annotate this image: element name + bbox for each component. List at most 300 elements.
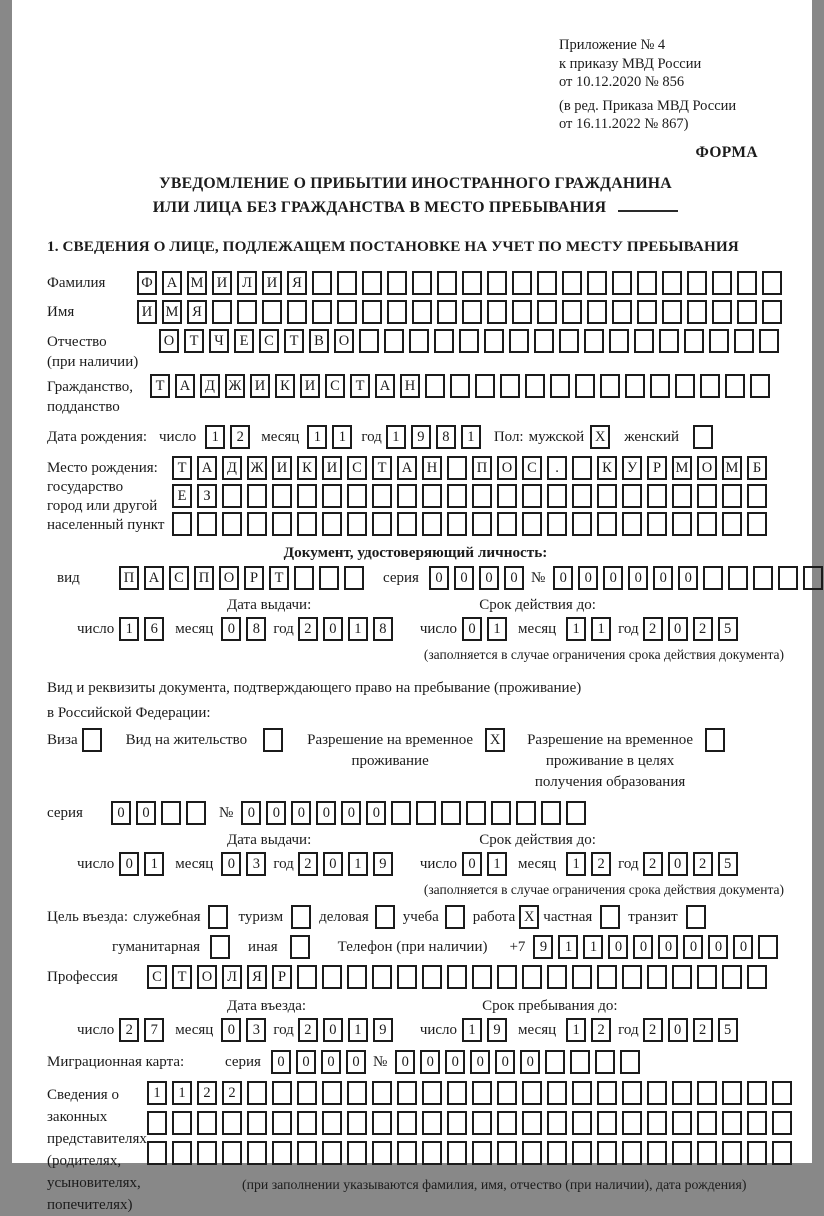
char-box[interactable]: 0 bbox=[578, 566, 598, 590]
residence-issue-month-boxes[interactable] bbox=[221, 852, 271, 876]
char-box[interactable]: Р bbox=[272, 965, 292, 989]
residence-issue-day-boxes[interactable] bbox=[119, 852, 169, 876]
char-box[interactable]: 0 bbox=[366, 801, 386, 825]
char-box[interactable]: И bbox=[300, 374, 320, 398]
char-box[interactable] bbox=[572, 1111, 592, 1135]
char-box[interactable]: 1 bbox=[205, 425, 225, 449]
residence-permit-checkbox[interactable] bbox=[263, 728, 283, 752]
char-box[interactable]: Т bbox=[269, 566, 289, 590]
char-box[interactable] bbox=[747, 512, 767, 536]
doc-valid-day-boxes[interactable] bbox=[462, 617, 512, 641]
char-box[interactable] bbox=[575, 374, 595, 398]
doc-issue-month-boxes[interactable] bbox=[221, 617, 271, 641]
char-box[interactable]: 0 bbox=[462, 617, 482, 641]
migration-series-boxes[interactable] bbox=[271, 1050, 371, 1074]
char-box[interactable] bbox=[622, 1141, 642, 1165]
char-box[interactable] bbox=[697, 1111, 717, 1135]
char-box[interactable] bbox=[637, 271, 657, 295]
char-box[interactable]: 0 bbox=[341, 801, 361, 825]
char-box[interactable] bbox=[547, 1111, 567, 1135]
char-box[interactable] bbox=[347, 484, 367, 508]
char-box[interactable] bbox=[703, 566, 723, 590]
char-box[interactable] bbox=[247, 512, 267, 536]
char-box[interactable] bbox=[222, 1141, 242, 1165]
char-box[interactable]: Ч bbox=[209, 329, 229, 353]
char-box[interactable] bbox=[422, 1111, 442, 1135]
stay-year-boxes[interactable] bbox=[643, 1018, 743, 1042]
char-box[interactable] bbox=[362, 271, 382, 295]
doc-valid-year-boxes[interactable] bbox=[643, 617, 743, 641]
char-box[interactable]: 1 bbox=[487, 617, 507, 641]
purpose-humanitarian-checkbox[interactable] bbox=[210, 935, 230, 959]
char-box[interactable]: 0 bbox=[479, 566, 499, 590]
char-box[interactable] bbox=[437, 271, 457, 295]
char-box[interactable] bbox=[747, 1111, 767, 1135]
char-box[interactable]: 1 bbox=[144, 852, 164, 876]
char-box[interactable] bbox=[620, 1050, 640, 1074]
char-box[interactable]: О bbox=[497, 456, 517, 480]
char-box[interactable]: 0 bbox=[111, 801, 131, 825]
char-box[interactable] bbox=[294, 566, 314, 590]
temp-residence-checkbox[interactable]: X bbox=[485, 728, 505, 752]
profession-boxes[interactable] bbox=[147, 965, 772, 989]
char-box[interactable]: Т bbox=[372, 456, 392, 480]
char-box[interactable] bbox=[722, 1111, 742, 1135]
char-box[interactable]: М bbox=[672, 456, 692, 480]
char-box[interactable] bbox=[497, 1081, 517, 1105]
char-box[interactable] bbox=[509, 329, 529, 353]
char-box[interactable] bbox=[322, 965, 342, 989]
char-box[interactable] bbox=[622, 1081, 642, 1105]
char-box[interactable] bbox=[672, 965, 692, 989]
char-box[interactable]: Л bbox=[237, 271, 257, 295]
char-box[interactable]: 8 bbox=[373, 617, 393, 641]
char-box[interactable] bbox=[272, 1111, 292, 1135]
char-box[interactable] bbox=[566, 801, 586, 825]
char-box[interactable]: 1 bbox=[307, 425, 327, 449]
char-box[interactable]: 7 bbox=[144, 1018, 164, 1042]
char-box[interactable]: 1 bbox=[566, 617, 586, 641]
char-box[interactable]: А bbox=[144, 566, 164, 590]
char-box[interactable] bbox=[497, 484, 517, 508]
char-box[interactable] bbox=[212, 300, 232, 324]
char-box[interactable]: 0 bbox=[271, 1050, 291, 1074]
char-box[interactable] bbox=[347, 965, 367, 989]
char-box[interactable] bbox=[441, 801, 461, 825]
char-box[interactable] bbox=[247, 484, 267, 508]
char-box[interactable] bbox=[562, 271, 582, 295]
given-name-boxes[interactable] bbox=[137, 300, 787, 324]
char-box[interactable]: А bbox=[162, 271, 182, 295]
char-box[interactable] bbox=[572, 484, 592, 508]
char-box[interactable]: О bbox=[197, 965, 217, 989]
birth-month-boxes[interactable] bbox=[307, 425, 357, 449]
char-box[interactable] bbox=[597, 1081, 617, 1105]
char-box[interactable]: 0 bbox=[119, 852, 139, 876]
char-box[interactable] bbox=[572, 965, 592, 989]
char-box[interactable]: 0 bbox=[668, 852, 688, 876]
char-box[interactable]: И bbox=[250, 374, 270, 398]
char-box[interactable] bbox=[597, 512, 617, 536]
purpose-other-checkbox[interactable] bbox=[290, 935, 310, 959]
char-box[interactable] bbox=[372, 1111, 392, 1135]
char-box[interactable] bbox=[450, 374, 470, 398]
representatives-row3-boxes[interactable] bbox=[147, 1141, 797, 1165]
char-box[interactable] bbox=[319, 566, 339, 590]
char-box[interactable]: О bbox=[159, 329, 179, 353]
char-box[interactable] bbox=[197, 1111, 217, 1135]
char-box[interactable] bbox=[709, 329, 729, 353]
char-box[interactable]: 0 bbox=[668, 1018, 688, 1042]
char-box[interactable]: О bbox=[219, 566, 239, 590]
char-box[interactable]: Т bbox=[172, 456, 192, 480]
char-box[interactable] bbox=[634, 329, 654, 353]
char-box[interactable] bbox=[462, 271, 482, 295]
char-box[interactable] bbox=[416, 801, 436, 825]
char-box[interactable] bbox=[347, 512, 367, 536]
char-box[interactable] bbox=[559, 329, 579, 353]
char-box[interactable] bbox=[778, 566, 798, 590]
char-box[interactable] bbox=[722, 1081, 742, 1105]
char-box[interactable]: 0 bbox=[221, 852, 241, 876]
char-box[interactable] bbox=[272, 1141, 292, 1165]
char-box[interactable]: 0 bbox=[495, 1050, 515, 1074]
surname-boxes[interactable] bbox=[137, 271, 787, 295]
char-box[interactable] bbox=[172, 1111, 192, 1135]
char-box[interactable]: Д bbox=[222, 456, 242, 480]
char-box[interactable] bbox=[647, 512, 667, 536]
char-box[interactable] bbox=[687, 300, 707, 324]
residence-valid-year-boxes[interactable] bbox=[643, 852, 743, 876]
char-box[interactable]: 0 bbox=[733, 935, 753, 959]
char-box[interactable] bbox=[147, 1111, 167, 1135]
char-box[interactable]: Д bbox=[200, 374, 220, 398]
char-box[interactable]: И bbox=[137, 300, 157, 324]
char-box[interactable] bbox=[322, 1141, 342, 1165]
char-box[interactable]: А bbox=[375, 374, 395, 398]
char-box[interactable] bbox=[362, 300, 382, 324]
char-box[interactable] bbox=[272, 1081, 292, 1105]
char-box[interactable]: И bbox=[272, 456, 292, 480]
purpose-business-checkbox[interactable] bbox=[375, 905, 395, 929]
char-box[interactable] bbox=[161, 801, 181, 825]
char-box[interactable] bbox=[722, 965, 742, 989]
char-box[interactable]: 1 bbox=[332, 425, 352, 449]
char-box[interactable] bbox=[422, 965, 442, 989]
char-box[interactable]: 8 bbox=[246, 617, 266, 641]
char-box[interactable]: Я bbox=[187, 300, 207, 324]
char-box[interactable] bbox=[675, 374, 695, 398]
char-box[interactable] bbox=[247, 1111, 267, 1135]
char-box[interactable] bbox=[475, 374, 495, 398]
visa-checkbox[interactable] bbox=[82, 728, 102, 752]
char-box[interactable]: 0 bbox=[658, 935, 678, 959]
char-box[interactable]: 5 bbox=[718, 852, 738, 876]
char-box[interactable] bbox=[497, 1111, 517, 1135]
char-box[interactable]: С bbox=[147, 965, 167, 989]
char-box[interactable] bbox=[516, 801, 536, 825]
char-box[interactable] bbox=[522, 1141, 542, 1165]
char-box[interactable]: 0 bbox=[608, 935, 628, 959]
char-box[interactable] bbox=[409, 329, 429, 353]
char-box[interactable] bbox=[747, 1081, 767, 1105]
char-box[interactable]: Т bbox=[184, 329, 204, 353]
char-box[interactable]: 0 bbox=[323, 617, 343, 641]
char-box[interactable]: 5 bbox=[718, 617, 738, 641]
char-box[interactable] bbox=[595, 1050, 615, 1074]
char-box[interactable] bbox=[422, 512, 442, 536]
char-box[interactable] bbox=[487, 300, 507, 324]
char-box[interactable]: И bbox=[212, 271, 232, 295]
char-box[interactable] bbox=[437, 300, 457, 324]
char-box[interactable]: П bbox=[194, 566, 214, 590]
char-box[interactable]: 9 bbox=[373, 1018, 393, 1042]
char-box[interactable] bbox=[472, 512, 492, 536]
char-box[interactable] bbox=[728, 566, 748, 590]
char-box[interactable]: О bbox=[334, 329, 354, 353]
char-box[interactable] bbox=[700, 374, 720, 398]
char-box[interactable]: 1 bbox=[583, 935, 603, 959]
char-box[interactable]: 0 bbox=[291, 801, 311, 825]
char-box[interactable]: В bbox=[309, 329, 329, 353]
char-box[interactable]: 9 bbox=[411, 425, 431, 449]
char-box[interactable]: 0 bbox=[221, 617, 241, 641]
char-box[interactable] bbox=[425, 374, 445, 398]
char-box[interactable]: А bbox=[197, 456, 217, 480]
char-box[interactable]: 0 bbox=[603, 566, 623, 590]
entry-day-boxes[interactable] bbox=[119, 1018, 169, 1042]
char-box[interactable]: 0 bbox=[553, 566, 573, 590]
char-box[interactable] bbox=[712, 271, 732, 295]
sex-female-checkbox[interactable] bbox=[693, 425, 713, 449]
char-box[interactable] bbox=[387, 271, 407, 295]
char-box[interactable]: 0 bbox=[241, 801, 261, 825]
char-box[interactable]: Б bbox=[747, 456, 767, 480]
char-box[interactable]: 0 bbox=[221, 1018, 241, 1042]
char-box[interactable] bbox=[322, 512, 342, 536]
char-box[interactable] bbox=[622, 484, 642, 508]
char-box[interactable] bbox=[412, 300, 432, 324]
char-box[interactable] bbox=[512, 300, 532, 324]
char-box[interactable]: 0 bbox=[628, 566, 648, 590]
char-box[interactable]: 0 bbox=[316, 801, 336, 825]
char-box[interactable]: 1 bbox=[461, 425, 481, 449]
char-box[interactable]: С bbox=[347, 456, 367, 480]
char-box[interactable] bbox=[684, 329, 704, 353]
char-box[interactable]: 0 bbox=[266, 801, 286, 825]
char-box[interactable] bbox=[734, 329, 754, 353]
char-box[interactable]: 2 bbox=[643, 1018, 663, 1042]
char-box[interactable] bbox=[472, 1081, 492, 1105]
char-box[interactable] bbox=[412, 271, 432, 295]
char-box[interactable]: 0 bbox=[504, 566, 524, 590]
purpose-transit-checkbox[interactable] bbox=[686, 905, 706, 929]
residence-number-boxes[interactable] bbox=[241, 801, 591, 825]
char-box[interactable] bbox=[147, 1141, 167, 1165]
char-box[interactable]: 0 bbox=[668, 617, 688, 641]
purpose-tourism-checkbox[interactable] bbox=[291, 905, 311, 929]
char-box[interactable] bbox=[186, 801, 206, 825]
char-box[interactable] bbox=[672, 484, 692, 508]
char-box[interactable] bbox=[747, 484, 767, 508]
char-box[interactable] bbox=[247, 1081, 267, 1105]
char-box[interactable] bbox=[391, 801, 411, 825]
char-box[interactable]: К bbox=[275, 374, 295, 398]
char-box[interactable] bbox=[472, 965, 492, 989]
char-box[interactable]: 1 bbox=[348, 1018, 368, 1042]
char-box[interactable] bbox=[287, 300, 307, 324]
char-box[interactable]: 0 bbox=[429, 566, 449, 590]
char-box[interactable] bbox=[600, 374, 620, 398]
char-box[interactable] bbox=[434, 329, 454, 353]
char-box[interactable] bbox=[672, 1111, 692, 1135]
temp-residence-edu-checkbox[interactable] bbox=[705, 728, 725, 752]
char-box[interactable]: 2 bbox=[643, 617, 663, 641]
char-box[interactable]: 5 bbox=[718, 1018, 738, 1042]
char-box[interactable] bbox=[344, 566, 364, 590]
char-box[interactable] bbox=[172, 512, 192, 536]
char-box[interactable] bbox=[522, 1111, 542, 1135]
char-box[interactable]: 1 bbox=[147, 1081, 167, 1105]
char-box[interactable] bbox=[272, 484, 292, 508]
char-box[interactable]: 0 bbox=[296, 1050, 316, 1074]
char-box[interactable]: 0 bbox=[454, 566, 474, 590]
char-box[interactable] bbox=[725, 374, 745, 398]
char-box[interactable] bbox=[712, 300, 732, 324]
char-box[interactable] bbox=[672, 512, 692, 536]
char-box[interactable]: У bbox=[622, 456, 642, 480]
char-box[interactable] bbox=[372, 512, 392, 536]
char-box[interactable]: 2 bbox=[591, 1018, 611, 1042]
char-box[interactable]: Е bbox=[234, 329, 254, 353]
char-box[interactable] bbox=[737, 271, 757, 295]
char-box[interactable]: М bbox=[722, 456, 742, 480]
char-box[interactable] bbox=[597, 484, 617, 508]
doc-issue-day-boxes[interactable] bbox=[119, 617, 169, 641]
char-box[interactable] bbox=[637, 300, 657, 324]
char-box[interactable] bbox=[262, 300, 282, 324]
entry-year-boxes[interactable] bbox=[298, 1018, 398, 1042]
char-box[interactable]: 9 bbox=[373, 852, 393, 876]
birth-year-boxes[interactable] bbox=[386, 425, 486, 449]
char-box[interactable]: 0 bbox=[136, 801, 156, 825]
char-box[interactable] bbox=[545, 1050, 565, 1074]
char-box[interactable] bbox=[753, 566, 773, 590]
char-box[interactable] bbox=[522, 512, 542, 536]
char-box[interactable] bbox=[462, 300, 482, 324]
char-box[interactable] bbox=[397, 484, 417, 508]
char-box[interactable]: 1 bbox=[348, 852, 368, 876]
char-box[interactable] bbox=[622, 965, 642, 989]
migration-number-boxes[interactable] bbox=[395, 1050, 645, 1074]
char-box[interactable]: С bbox=[522, 456, 542, 480]
char-box[interactable] bbox=[397, 1111, 417, 1135]
char-box[interactable] bbox=[297, 1081, 317, 1105]
representatives-row2-boxes[interactable] bbox=[147, 1111, 797, 1135]
char-box[interactable] bbox=[359, 329, 379, 353]
char-box[interactable] bbox=[459, 329, 479, 353]
char-box[interactable]: 1 bbox=[462, 1018, 482, 1042]
char-box[interactable]: И bbox=[262, 271, 282, 295]
char-box[interactable]: 2 bbox=[230, 425, 250, 449]
char-box[interactable] bbox=[297, 965, 317, 989]
char-box[interactable] bbox=[297, 484, 317, 508]
char-box[interactable]: 9 bbox=[533, 935, 553, 959]
char-box[interactable]: 2 bbox=[222, 1081, 242, 1105]
char-box[interactable]: П bbox=[472, 456, 492, 480]
char-box[interactable] bbox=[572, 456, 592, 480]
char-box[interactable] bbox=[750, 374, 770, 398]
char-box[interactable] bbox=[537, 300, 557, 324]
char-box[interactable]: Я bbox=[247, 965, 267, 989]
char-box[interactable] bbox=[662, 271, 682, 295]
char-box[interactable]: 2 bbox=[197, 1081, 217, 1105]
char-box[interactable]: К bbox=[597, 456, 617, 480]
char-box[interactable] bbox=[662, 300, 682, 324]
char-box[interactable] bbox=[572, 1141, 592, 1165]
char-box[interactable] bbox=[447, 1141, 467, 1165]
char-box[interactable] bbox=[337, 271, 357, 295]
char-box[interactable] bbox=[497, 1141, 517, 1165]
char-box[interactable]: И bbox=[322, 456, 342, 480]
char-box[interactable] bbox=[522, 965, 542, 989]
char-box[interactable] bbox=[803, 566, 823, 590]
char-box[interactable] bbox=[547, 965, 567, 989]
char-box[interactable]: 2 bbox=[119, 1018, 139, 1042]
char-box[interactable]: 0 bbox=[420, 1050, 440, 1074]
char-box[interactable] bbox=[722, 512, 742, 536]
char-box[interactable] bbox=[597, 1111, 617, 1135]
char-box[interactable]: С bbox=[169, 566, 189, 590]
char-box[interactable] bbox=[541, 801, 561, 825]
char-box[interactable]: М bbox=[187, 271, 207, 295]
char-box[interactable]: 2 bbox=[693, 852, 713, 876]
char-box[interactable] bbox=[747, 965, 767, 989]
citizenship-boxes[interactable] bbox=[150, 374, 775, 398]
entry-month-boxes[interactable] bbox=[221, 1018, 271, 1042]
char-box[interactable] bbox=[222, 512, 242, 536]
char-box[interactable]: 0 bbox=[633, 935, 653, 959]
char-box[interactable] bbox=[312, 300, 332, 324]
doc-series-boxes[interactable] bbox=[429, 566, 529, 590]
char-box[interactable] bbox=[697, 1141, 717, 1165]
char-box[interactable] bbox=[197, 512, 217, 536]
doc-number-boxes[interactable] bbox=[553, 566, 824, 590]
char-box[interactable] bbox=[762, 300, 782, 324]
char-box[interactable] bbox=[447, 512, 467, 536]
char-box[interactable]: 1 bbox=[172, 1081, 192, 1105]
char-box[interactable]: 0 bbox=[708, 935, 728, 959]
char-box[interactable] bbox=[372, 1141, 392, 1165]
char-box[interactable] bbox=[322, 1081, 342, 1105]
char-box[interactable] bbox=[422, 1081, 442, 1105]
char-box[interactable] bbox=[447, 484, 467, 508]
char-box[interactable]: Н bbox=[422, 456, 442, 480]
char-box[interactable]: 1 bbox=[566, 1018, 586, 1042]
char-box[interactable] bbox=[722, 1141, 742, 1165]
char-box[interactable]: 3 bbox=[246, 852, 266, 876]
char-box[interactable]: 2 bbox=[298, 852, 318, 876]
char-box[interactable] bbox=[747, 1141, 767, 1165]
char-box[interactable] bbox=[497, 965, 517, 989]
char-box[interactable] bbox=[572, 512, 592, 536]
char-box[interactable]: 0 bbox=[323, 852, 343, 876]
char-box[interactable] bbox=[547, 484, 567, 508]
char-box[interactable] bbox=[491, 801, 511, 825]
char-box[interactable]: 0 bbox=[321, 1050, 341, 1074]
char-box[interactable]: А bbox=[397, 456, 417, 480]
doc-issue-year-boxes[interactable] bbox=[298, 617, 398, 641]
